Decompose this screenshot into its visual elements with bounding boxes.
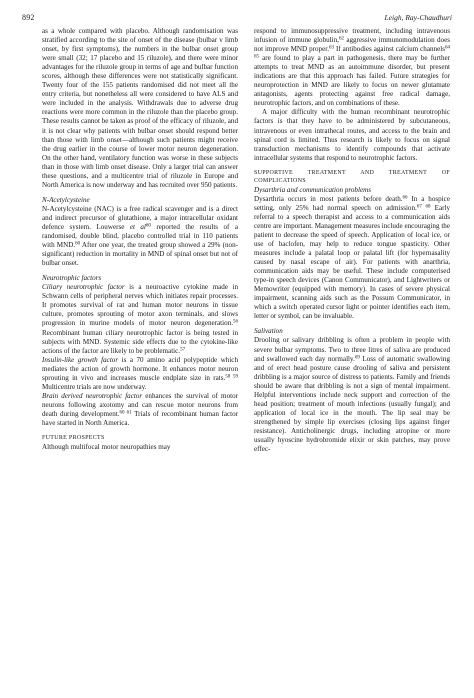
citation-superscript: 60 (75, 241, 81, 247)
citation-superscript: 60 (145, 223, 151, 229)
salivation-paragraph: Drooling or salivary dribbling is often a problem in people with severe bulbar symptoms. Two to three litres of saliva are produced and swallowed each day normally.$^{69}$ Loss of automatic swallowing and of erect head posture cause drooling of saliva and persistent dribbling is a major source of distress to patients. Family and friends should be aware that dribbling is not a sign of mental impairment. Helpful interventions include neck support and correction of the head position; treatment of mouth infections (usually fungal); and application of local ice in the mouth. The lip seal may be strengthened by simple lip exercises (closing lips against finger resistance). Anticholinergic drugs, including atropine or more usually hyoscine hydrobromide elixir or skin patches, may prove effec- (254, 336, 450, 454)
right-column (254, 27, 450, 454)
citation-superscript: 67 68 (416, 204, 431, 210)
neurotrophic-heading: Neurotrophic factors (42, 274, 102, 283)
cntf-term: Ciliary neurotrophic factor (42, 283, 125, 292)
page-number: 892 (22, 13, 35, 22)
riluzole-paragraph: as a whole compared with placebo. Although randomisation was stratified according to the site of onset of the disease (bulbar v limb onset, by first symptoms), the numbers in the bulbar onset group were small (32; 17 placebo and 15 riluzole), and there were minor advantages for the riluzole group in terms of age and bulbar function scores, although these differences were not statistically significant. Twenty four of the 155 patients randomised did not meet all the entry criteria, but nonetheless all were considered to have ALS and were included in the analysis. Withdrawals due to adverse drug reactions were more common in the riluzole than the placebo group. These results cannot be taken as proof of the efficacy of riluzole, and it is not clear why patients with bulbar onset should respond better than those with limb onset—although such patients might receive the drug earlier in the course of lower motor neuron degeneration. On the other hand, ventilatory function was worse in these subjects than in those with limb onset disease. Only a larger trial can answer these questions, and a multicentre trial of riluzole in Europe and North America is now underway and has recruited over 950 patients. (42, 27, 238, 189)
future-prospects-paragraph: Although multifocal motor neuropathies may (42, 442, 171, 451)
salivation-heading: Salivation (254, 327, 283, 336)
running-head: Leigh, Ray-Chaudhuri (384, 13, 452, 22)
citation-superscript: 66 (402, 195, 408, 201)
citation-superscript: 63 (329, 45, 334, 51)
citation-superscript: 58 59 (225, 374, 239, 380)
citation-superscript: 64 65 (254, 45, 450, 60)
bdnf-term: Brain derived neurotrophic factor (42, 391, 143, 400)
recombinant-factors-paragraph: A major difficulty with the human recombinant neurotrophic factors is that they have to be administered by subcutaneous, intravenous or even intrathecal routes, and access to the brain and spinal cord is limited. Thus research is likely to focus on signal transduction mechanisms to identify compounds that activate intracellular systems that respond to neurotrophic factors. (254, 108, 450, 162)
bdnf-paragraph: Brain derived neurotrophic factor enhances the survival of motor neurons following axotomy and can rescue motor neurons from death during development.$^{60 61}$ Trials of recombinant human factor have started in North America. (42, 391, 239, 427)
dysarthria-paragraph: Dysarthria occurs in most patients before death.$^{66}$ In a hospice setting, only 25% had normal speech on admission.$^{67 68}$ Early referral to a speech therapist and access to a communication aids centre are important. Management measures include encouraging the patient to decrease the speed of speech. Application of local ice, or use of baclofen, may help to reduce tongue spasticity. Other measures include a palatal loop or palatal lift (for hypernasality caused by nasal escape of air). For patients with anarthria, communication aids may be useful. These include computerised type-in speech devices (Canon Communicator), and Lightwriters or Memowriter (equipped with memory). In cases of severe physical impairment, scanning aids such as the Possum Communicator, in which a switch operated cursor light or pointer identifies each item, letter or symbol, can be invaluable. (254, 194, 451, 321)
citation-superscript: 69 (354, 355, 360, 361)
citation-superscript: 60 61 (119, 410, 132, 416)
et-al-text: et al (129, 222, 146, 231)
future-prospects-continued: respond to immunosuppressive treatment, including intravenous infusion of immune globulin,$^{62}$ aggressive immunomodulation does not improve MND proper.$^{63}$ If antibodies against calcium channels$^{64 65}$ are found to play a part in pathogenesis, there may be further attempts to treat MND as an autoimmune disorder, but present indications are that this approach has failed. Future strategies for neuroprotection in MND are likely to focus on newer glutamate antagonists, agents protecting against free radical damage, neurotrophic factors, and on combinations of these. (254, 27, 450, 108)
left-column (42, 27, 238, 452)
cntf-paragraph: Ciliary neurotrophic factor is a neuroactive cytokine made in Schwann cells of peripheral nerves which initiates repair processes. It promotes survival of rat and human motor neurons in tissue culture, promotes sprouting of motor axon terminals, and slows progression in murine models of motor neuron degeneration.$^{56}$ Recombinant human ciliary neurotrophic factor is being tested in subjects with MND. Systemic side effects due to the cytokine-like actions of the factor are likely to be problematic.$^{57}$ (42, 283, 238, 355)
supportive-treatment-heading: SUPPORTIVE TREATMENT AND TREATMENT OF COMPLICATIONS (254, 169, 450, 185)
future-prospects-heading: FUTURE PROSPECTS (42, 435, 105, 442)
citation-superscript: 57 (180, 347, 186, 353)
citation-superscript: 62 (338, 36, 344, 42)
dysarthria-heading: Dysarthria and communication problems (254, 185, 371, 194)
igf-paragraph: Insulin-like growth factor is a 70 amino acid polypeptide which mediates the action of growth hormone. It enhances motor neuron sprouting in vivo and increases muscle endplate size in rats.$^{58 59}$ Multicentre trials are now underway. (42, 355, 239, 391)
nac-heading: N-Acetylcysteine (42, 195, 90, 204)
citation-superscript: 56 (233, 319, 238, 325)
igf-term: Insulin-like growth factor (42, 355, 119, 364)
nac-paragraph: N-Acetylcysteine (NAC) is a free radical scavenger and is a direct and indirect precursor of glutathione, a major intracellular oxidant defence system. Louwerse et $al^{60}$ reported the results of a randomised, double blind, placebo controlled trial in 110 patients with MND.$^{60}$ After one year, the treated group showed a 29% (non-significant) reduction in mortality in MND of spinal onset but not of bulbar onset. (42, 204, 238, 268)
